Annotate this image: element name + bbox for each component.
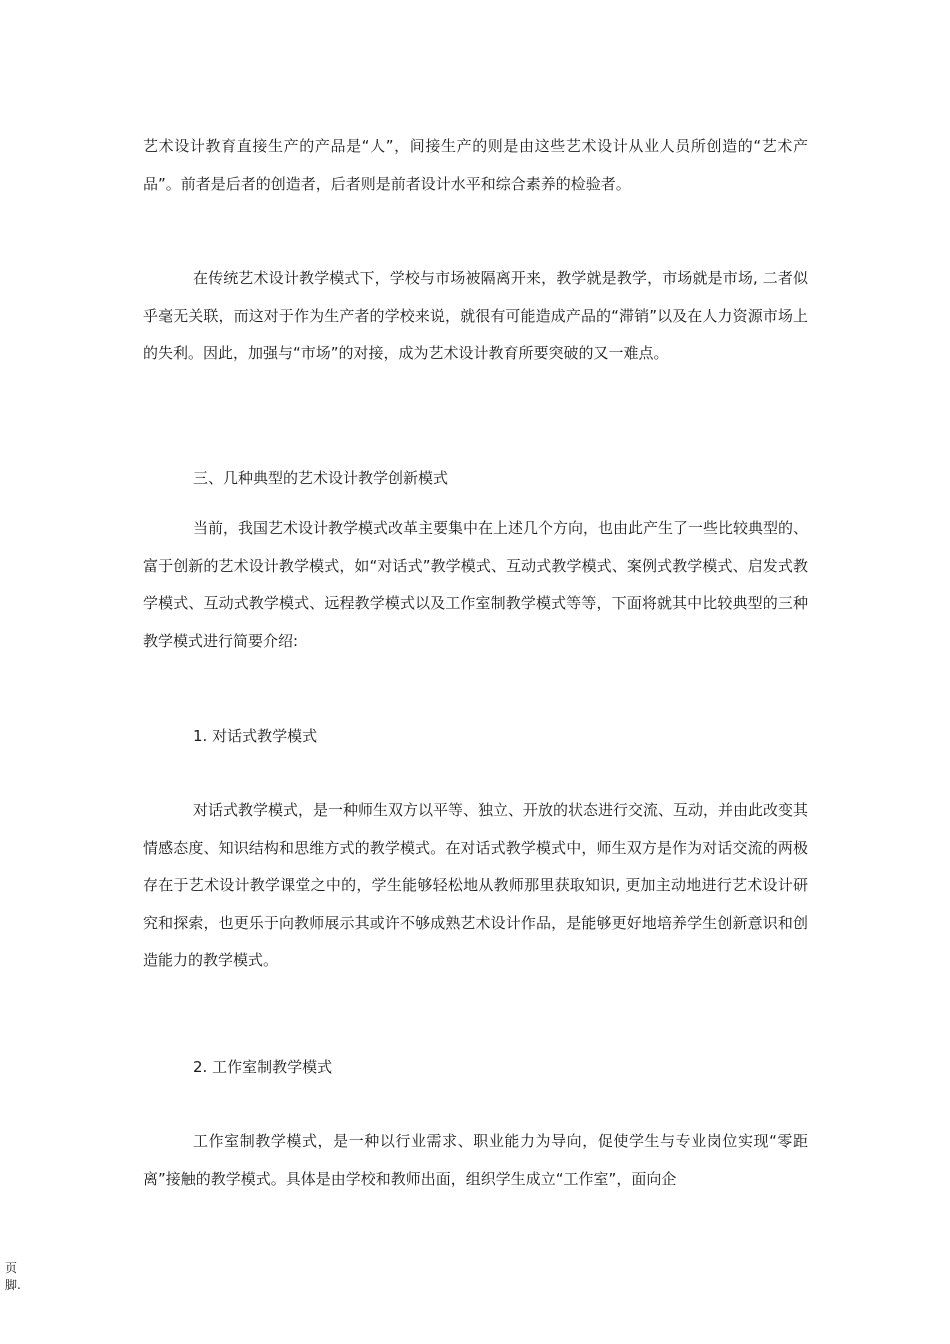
paragraph-studio-model: 工作室制教学模式，是一种以行业需求、职业能力为导向，促使学生与专业岗位实现“零距离”接触的教学模式。具体是由学校和教师出面，组织学生成立“工作室”，面向企 <box>143 1132 808 1188</box>
subheading-studio-model: 2. 工作室制教学模式 <box>193 1058 333 1076</box>
paragraph-art-products: 艺术设计教育直接生产的产品是“人”，间接生产的则是由这些艺术设计从业人员所创造的“艺术产品”。前者是后者的创造者，后者则是前者设计水平和综合素养的检验者。 <box>143 137 808 193</box>
page-footer: 页脚. <box>5 1261 21 1292</box>
paragraph-current-reform: 当前，我国艺术设计教学模式改革主要集中在上述几个方向，也由此产生了一些比较典型的、富于创新的艺术设计教学模式，如“对话式”教学模式、互动式教学模式、案例式教学模式、启发式教学模式、互动式教学模式、远程教学模式以及工作室制教学模式等等，下面将就其中比较典型的三种教学模式进行简要介绍: <box>143 519 809 650</box>
paragraph-dialogue-model: 对话式教学模式，是一种师生双方以平等、独立、开放的状态进行交流、互动，并由此改变其情感态度、知识结构和思维方式的教学模式。在对话式教学模式中，师生双方是作为对话交流的两极存在于艺术设计教学课堂之中的，学生能够轻松地从教师那里获取知识, 更加主动地进行艺术设计研究和探索，也更乐于向教师展示其或许不够成熟艺术设计作品，是能够更好地培养学生创新意识和创造能力的教学模式。 <box>143 801 809 969</box>
section-heading-innovation-models: 三、几种典型的艺术设计教学创新模式 <box>193 469 449 487</box>
subheading-dialogue-model: 1. 对话式教学模式 <box>193 727 318 745</box>
paragraph-traditional-model: 在传统艺术设计教学模式下，学校与市场被隔离开来，教学就是教学，市场就是市场, 二者似乎毫无关联，而这对于作为生产者的学校来说，就很有可能造成产品的“滞销”以及在人力资源市场上的失利。因此，加强与“市场”的对接，成为艺术设计教育所要突破的又一难点。 <box>143 269 808 362</box>
